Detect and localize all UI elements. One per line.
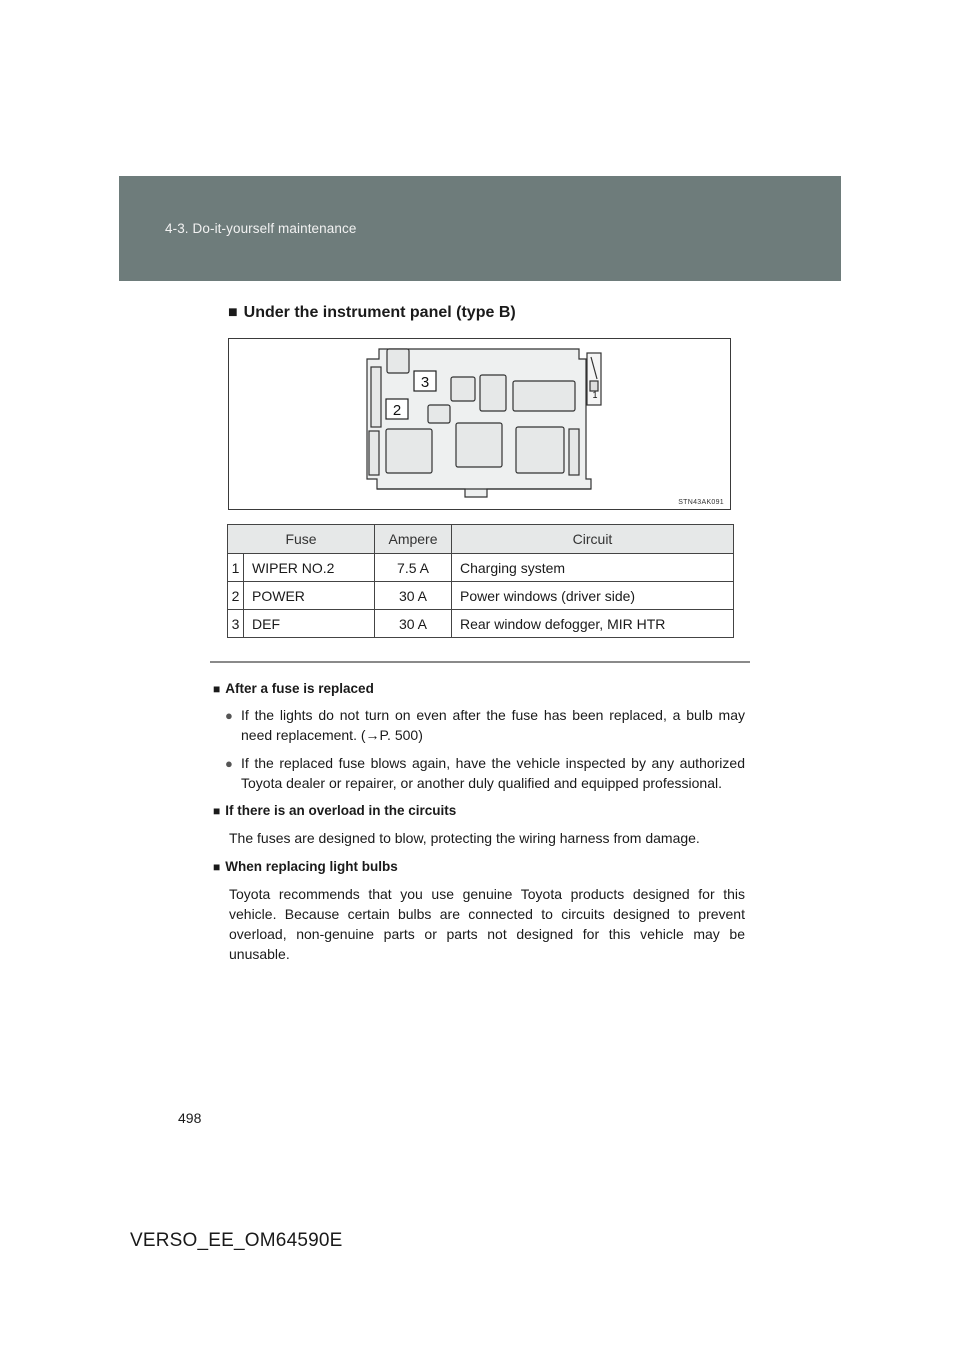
row-ampere: 30 A [375,582,452,610]
breadcrumb: 4-3. Do-it-yourself maintenance [165,221,357,236]
callout-2: 2 [392,402,402,419]
header-circuit: Circuit [452,525,734,554]
note-bullet [213,754,745,793]
note-heading-bulbs [213,858,745,876]
table-header-row [228,525,734,554]
page-number: 498 [178,1110,202,1126]
callout-1: 1 [592,390,598,400]
row-fuse: DEF [244,610,375,638]
note-heading-text: After a fuse is replaced [225,681,374,696]
note-marker: ■ [213,860,221,874]
row-number: 1 [228,554,244,582]
diagram-code: STN43AK091 [678,499,724,506]
bullet-icon: ● [225,708,233,723]
row-number: 2 [228,582,244,610]
row-number: 3 [228,610,244,638]
row-ampere: 30 A [375,610,452,638]
row-circuit: Charging system [452,554,734,582]
note-paragraph: Toyota recommends that you use genuine Toyota products designed for this vehicle. Because certain bulbs are connected to circuits designed to prevent overload, non-genuine parts or parts not designed for this vehicle may be unusable. [229,886,745,962]
note-marker: ■ [213,804,221,818]
section-title [228,304,516,322]
row-fuse: WIPER NO.2 [244,554,375,582]
row-fuse: POWER [244,582,375,610]
note-heading-overload [213,802,745,820]
row-ampere: 7.5 A [375,554,452,582]
row-circuit: Power windows (driver side) [452,582,734,610]
section-title-text: Under the instrument panel (type B) [243,304,516,321]
note-heading-text: If there is an overload in the circuits [225,803,457,818]
bullet-icon: ● [225,756,233,771]
note-heading-after-replaced [213,680,745,698]
bullet-text: If the replaced fuse blows again, have the vehicle inspected by any authorized Toyota dealer or repairer, or another duly qualified and equipped professional. [241,755,745,791]
note-heading-text: When replacing light bulbs [225,859,398,874]
bullet-text: If the lights do not turn on even after the fuse has been replaced, a bulb may need replacement. (→P. 500) [241,707,745,743]
row-circuit: Rear window defogger, MIR HTR [452,610,734,638]
fuse-box-diagram [228,338,731,510]
callout-3: 3 [420,374,430,391]
note-paragraph: The fuses are designed to blow, protecting the wiring harness from damage. [229,830,700,846]
header-fuse: Fuse [228,525,375,554]
table-row [228,554,734,582]
footer-code: VERSO_EE_OM64590E [130,1230,343,1251]
notes-section [213,680,745,974]
fuse-box-illustration [229,339,730,509]
table-row [228,610,734,638]
table-row [228,582,734,610]
note-bullet [213,706,745,745]
section-divider [210,661,750,663]
note-marker: ■ [213,682,221,696]
header-ampere: Ampere [375,525,452,554]
fuse-table [227,524,734,638]
section-marker: ■ [228,304,238,321]
